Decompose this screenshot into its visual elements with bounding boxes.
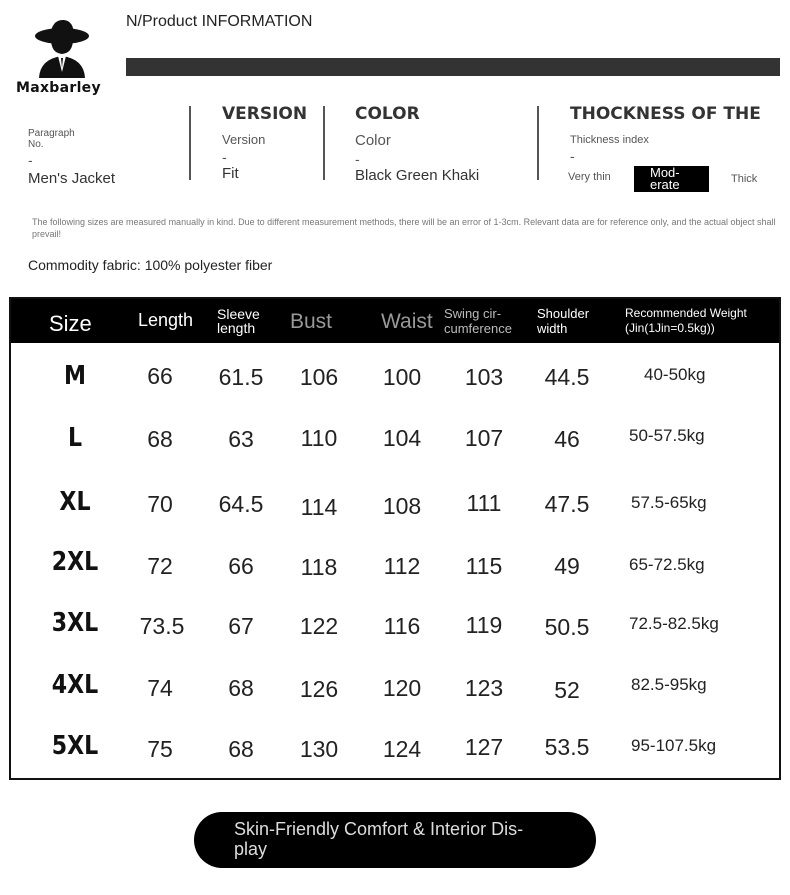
cell-weight: 95-107.5kg [631,736,717,755]
cell-shoulder: 47.5 [544,491,590,517]
cell-shoulder: 46 [554,426,580,452]
cell-waist: 120 [382,675,422,701]
thickness-dash: - [570,148,575,164]
header-recommended-weight: Recommended Weight (Jin(1Jin=0.5kg)) [625,306,747,335]
cell-shoulder: 50.5 [544,614,590,640]
cell-swing: 107 [464,425,504,451]
cell-length: 68 [147,426,173,452]
cell-sleeve: 63 [228,426,254,452]
header-bust: Bust [290,310,333,333]
table-row [11,593,779,655]
cell-waist: 124 [382,736,422,762]
cell-waist: 104 [382,425,422,451]
color-heading: COLOR [355,104,420,124]
cell-waist: 116 [383,613,421,639]
info-divider [323,106,325,180]
cell-shoulder: 44.5 [544,364,590,390]
cell-bust: 122 [299,613,339,639]
fabric-info: Commodity fabric: 100% polyester fiber [28,257,273,273]
cell-shoulder: 49 [554,553,580,579]
cell-sleeve: 67 [228,613,254,639]
cell-swing: 115 [465,553,503,579]
header-swing-circumference: Swing cir-cumference [444,306,512,336]
thickness-option-moderate: Mod-erate [634,166,709,192]
cell-size: 4XL [51,670,99,700]
thickness-heading: THOCKNESS OF THE [570,104,761,124]
cell-weight: 40-50kg [644,365,706,384]
paragraph-label: Paragraph No. [28,128,75,150]
cell-sleeve: 68 [228,675,254,701]
info-paragraph [28,128,115,187]
cell-sleeve: 64.5 [218,491,264,517]
version-value: Fit [222,165,239,182]
cell-size: XL [59,487,91,517]
header-waist: Waist [381,310,433,333]
measurement-note: The following sizes are measured manually in kind. Due to different measurement methods, there will be an error of 1-3cm. Relevant data are for reference only, and the actual object shall prevail! [32,217,776,239]
cell-weight: 50-57.5kg [629,426,705,445]
table-row [11,345,779,407]
header-divider-bar [126,58,780,76]
color-label: Color [355,132,391,149]
cell-size: L [67,423,83,453]
cell-size: 3XL [51,608,99,638]
info-version [222,104,307,182]
header-shoulder-width: Shoulder width [537,306,590,336]
cell-sleeve: 61.5 [218,364,264,390]
cell-shoulder: 52 [554,677,580,703]
brand-logo [14,16,108,100]
thickness-option-very-thin: Very thin [568,171,611,183]
header-size: Size [49,311,92,336]
info-thickness [570,104,761,164]
size-table-header [11,299,779,343]
color-value: Black Green Khaki [355,167,480,184]
cell-shoulder: 53.5 [544,734,590,760]
version-heading: VERSION [222,104,308,124]
cell-length: 66 [147,363,173,389]
cell-bust: 118 [300,554,338,580]
cell-bust: 130 [299,736,339,762]
cell-sleeve: 68 [228,736,254,762]
paragraph-dash: - [28,152,33,168]
table-row [11,407,779,469]
cell-weight: 65-72.5kg [629,555,705,574]
header-length: Length [138,310,194,330]
table-row [11,469,779,531]
cell-swing: 103 [464,364,504,390]
paragraph-value: Men's Jacket [28,170,116,187]
cell-size: M [64,361,86,391]
cell-length: 73.5 [139,613,185,639]
cell-swing: 127 [464,734,504,760]
brand-name: Maxbarley [16,80,101,96]
color-dash: - [355,151,360,167]
cell-size: 2XL [51,547,99,577]
cell-swing: 119 [465,612,503,638]
version-dash: - [222,149,227,165]
thickness-scale [568,166,768,192]
cell-bust: 110 [300,425,338,451]
cell-sleeve: 66 [228,553,254,579]
cell-swing: 111 [466,490,502,516]
table-row [11,655,779,717]
cell-weight: 57.5-65kg [631,493,707,512]
page-title: N/Product INFORMATION [126,13,313,30]
cell-swing: 123 [464,675,504,701]
man-in-hat-icon [34,16,90,78]
size-table [9,297,781,780]
cell-weight: 82.5-95kg [631,675,707,694]
header-sleeve-length: Sleeve length [217,306,260,336]
version-label: Version [222,132,266,147]
cell-waist: 112 [383,553,421,579]
cell-size: 5XL [51,731,99,761]
cell-length: 72 [147,553,173,579]
info-divider [189,106,191,180]
thickness-label: Thickness index [570,134,649,146]
cell-length: 74 [147,675,173,701]
feature-banner: Skin-Friendly Comfort & Interior Dis-play [194,812,596,868]
info-divider [537,106,539,180]
table-row [11,717,779,779]
cell-waist: 100 [382,364,422,390]
cell-length: 70 [147,491,173,517]
cell-weight: 72.5-82.5kg [629,614,719,633]
cell-bust: 126 [299,676,339,702]
table-row [11,531,779,593]
cell-bust: 114 [300,494,338,520]
cell-length: 75 [147,736,173,762]
cell-waist: 108 [382,493,422,519]
cell-bust: 106 [299,364,339,390]
thickness-option-thick: Thick [731,173,758,185]
info-color [355,104,479,184]
